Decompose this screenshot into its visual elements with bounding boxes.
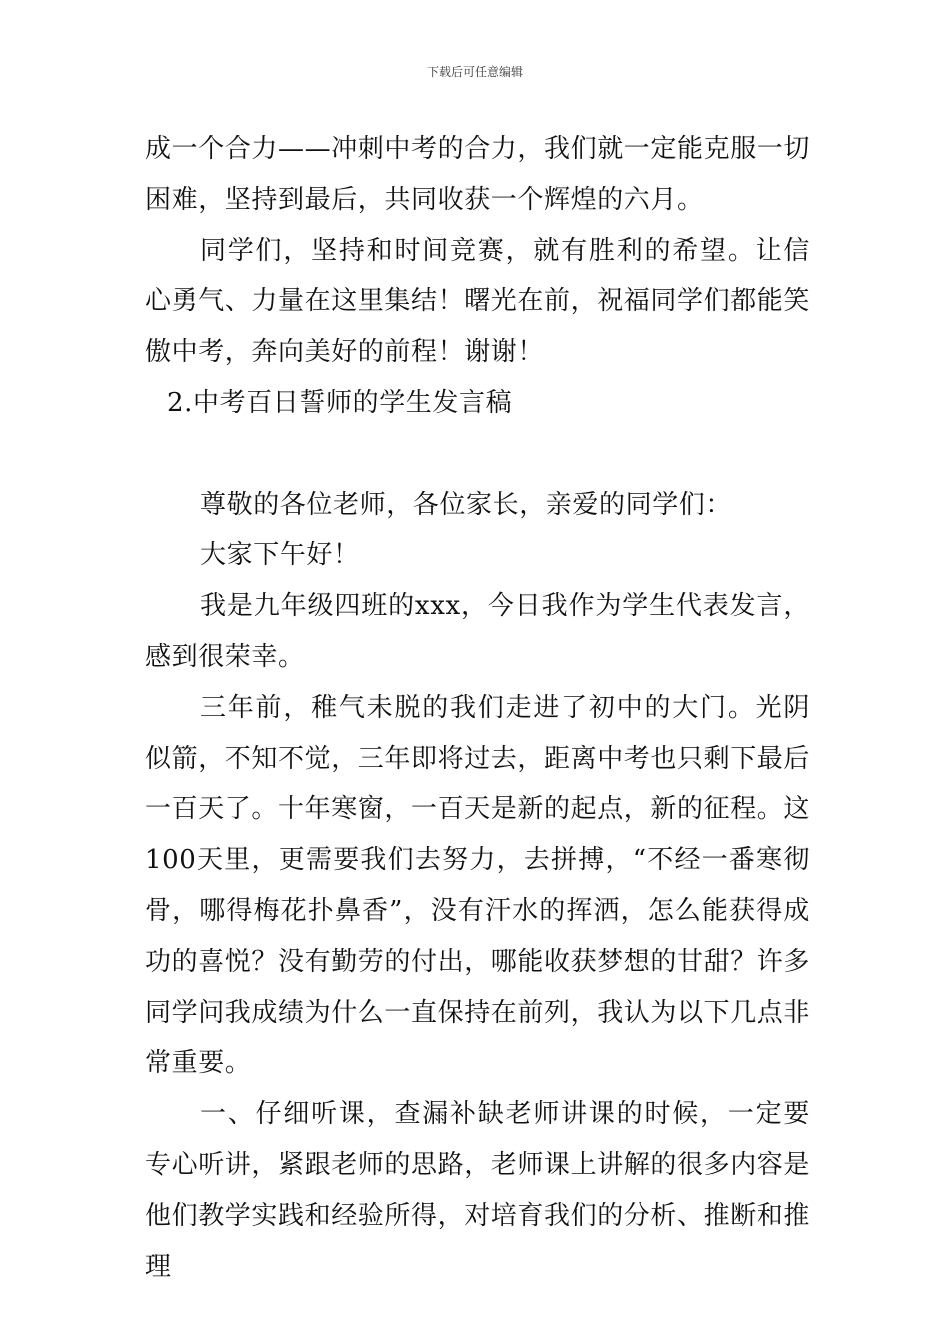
- paragraph-point-one: 一、仔细听课，查漏补缺老师讲课的时候，一定要专心听讲，紧跟老师的思路，老师课上讲解的很多内容是他们教学实践和经验所得，对培育我们的分析、推断和推理: [145, 1099, 811, 1282]
- greeting: 大家下午好！: [200, 540, 360, 571]
- paragraph-introduction: 我是九年级四班的xxx，今日我作为学生代表发言，感到很荣幸。: [145, 591, 810, 672]
- document-body: [145, 124, 810, 1292]
- paragraph-hundred-days: 三年前，稚气未脱的我们走进了初中的大门。光阴似箭，不知不觉，三年即将过去，距离中考也只剩下最后一百天了。十年寒窗，一百天是新的起点，新的征程。这100天里，更需要我们去努力，去拼搏，“不经一番寒彻骨，哪得梅花扑鼻香”，没有汗水的挥洒，怎么能获得成功的喜悦？没有勤劳的付出，哪能收获梦想的甘甜？许多同学问我成绩为什么一直保持在前列，我认为以下几点非常重要。: [145, 692, 811, 1079]
- blank-line: [145, 429, 810, 480]
- salutation: 尊敬的各位老师，各位家长，亲爱的同学们：: [200, 489, 733, 520]
- paragraph-closing-remarks: 同学们，坚持和时间竞赛，就有胜利的希望。让信心勇气、力量在这里集结！曙光在前，祝福同学们都能笑傲中考，奔向美好的前程！谢谢！: [145, 235, 811, 368]
- section-heading: 2.中考百日誓师的学生发言稿: [167, 387, 513, 418]
- paragraph-continuation: 成一个合力——冲刺中考的合力，我们就一定能克服一切困难，坚持到最后，共同收获一个辉煌的六月。: [145, 134, 811, 215]
- page-header-note: 下载后可任意编辑: [426, 65, 523, 79]
